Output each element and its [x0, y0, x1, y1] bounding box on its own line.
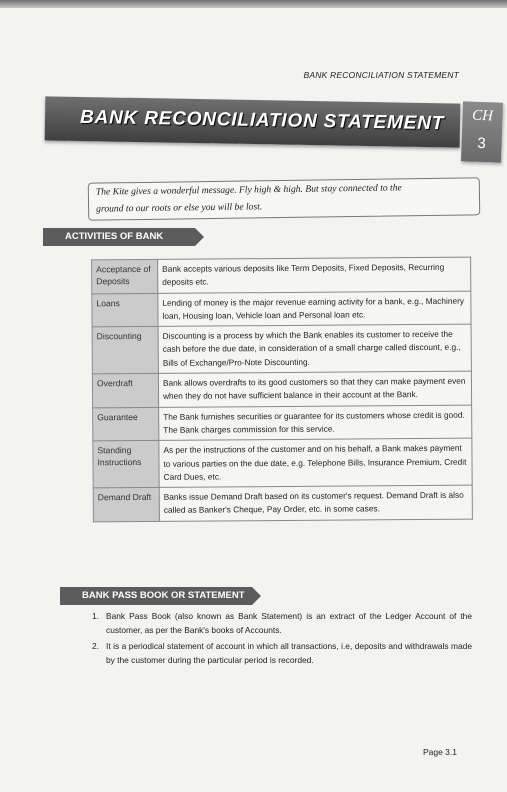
- activity-description: As per the instructions of the customer and on his behalf, a Bank makes payment to various parties on the due date, e.g. Telephone Bills, Insurance Premium, Credit Card Dues, etc.: [159, 438, 472, 487]
- list-item-text: Bank Pass Book (also known as Bank Statement) is an extract of the Ledger Account of the customer, as per the Bank's books of Accounts.: [106, 611, 472, 635]
- table-row: [93, 405, 472, 441]
- section-heading-pass-book: BANK PASS BOOK OR STATEMENT: [60, 587, 252, 605]
- activities-table: [91, 257, 473, 522]
- running-header: BANK RECONCILIATION STATEMENT: [303, 70, 459, 80]
- chapter-tab: [461, 101, 503, 162]
- quote-line-1: The Kite gives a wonderful message. Fly high & high. But stay connected to the: [95, 182, 402, 198]
- activity-term: Discounting: [92, 327, 158, 374]
- list-item-number: 1.: [92, 611, 99, 621]
- activity-description: Lending of money is the major revenue earning activity for a bank, e.g., Machinery loan, Housing loan, Vehicle loan and Personal loan etc.: [158, 291, 471, 327]
- top-edge-shadow: [0, 0, 507, 8]
- pass-book-list: [92, 610, 472, 670]
- quote-box: [88, 177, 480, 220]
- page-number: Page 3.1: [422, 747, 457, 757]
- table-row: [93, 438, 472, 488]
- table-row: [93, 485, 472, 521]
- activity-description: Bank allows overdrafts to its good customers so that they can make payment even when they do not have sufficient balance in their account at the Bank.: [158, 371, 471, 407]
- activity-description: The Bank furnishes securities or guarantee for its customers whose credit is good. The Bank charges commission for this service.: [159, 405, 472, 441]
- chapter-label: CH: [471, 107, 494, 125]
- list-item-number: 2.: [92, 641, 99, 651]
- table-row: [92, 324, 471, 374]
- table-row: [92, 371, 471, 407]
- table-row: [92, 257, 471, 293]
- activity-term: Standing Instructions: [93, 441, 159, 488]
- activity-term: Acceptance of Deposits: [92, 259, 158, 293]
- activity-term: Demand Draft: [93, 488, 159, 522]
- activity-description: Bank accepts various deposits like Term Deposits, Fixed Deposits, Recurring deposits etc.: [158, 257, 471, 293]
- activity-description: Discounting is a process by which the Bank enables its customer to receive the cash before the due date, in consideration of a small charge called discount, e.g., Bills of Exchange/Pro-Note Discounting.: [158, 324, 471, 373]
- section-heading-activities: ACTIVITIES OF BANK: [43, 228, 195, 246]
- table-row: [92, 291, 471, 327]
- activity-term: Loans: [92, 293, 158, 327]
- activity-term: Overdraft: [92, 373, 158, 407]
- chapter-title: BANK RECONCILIATION STATEMENT: [79, 106, 445, 135]
- activity-term: Guarantee: [93, 407, 159, 441]
- list-item-text: It is a periodical statement of account in which all transactions, i.e, deposits and withdrawals made by the customer during the particular period is recorded.: [106, 641, 472, 665]
- list-item: [92, 640, 472, 667]
- quote-line-2: ground to our roots or else you will be lost.: [96, 201, 263, 215]
- list-item: [92, 610, 472, 637]
- chapter-number: 3: [477, 134, 487, 153]
- activity-description: Banks issue Demand Draft based on its customer's request. Demand Draft is also called as Banker's Cheque, Pay Order, etc. in some cases.: [159, 485, 472, 521]
